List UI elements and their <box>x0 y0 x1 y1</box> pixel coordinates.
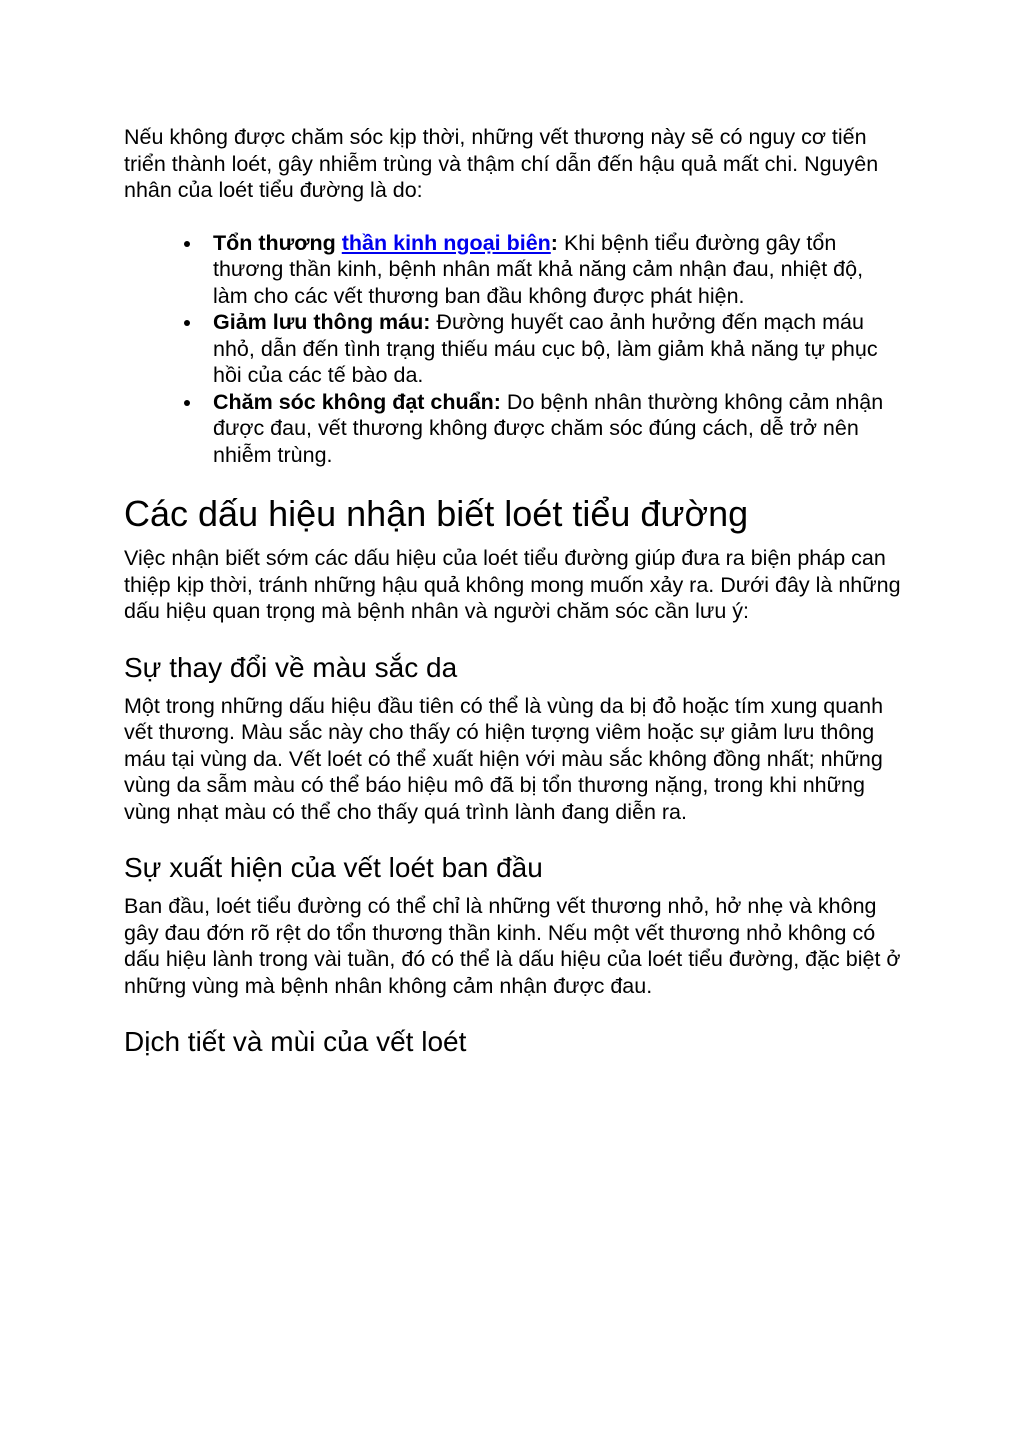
list-item <box>213 230 903 310</box>
bullet-icon <box>184 241 190 247</box>
cause-bold-lead: Tổn thương <box>213 230 342 255</box>
cause-text: Do bệnh nhân thường không cảm nhận được đau, vết thương không được chăm sóc đúng cách, dễ trở nên nhiễm trùng. <box>213 389 884 467</box>
skin-color-heading: Sự thay đổi về màu sắc da <box>124 651 458 683</box>
signs-heading: Các dấu hiệu nhận biết loét tiểu đường <box>124 493 749 534</box>
cause-text: Đường huyết cao ảnh hưởng đến mạch máu nhỏ, dẫn đến tình trạng thiếu máu cục bộ, làm giảm khả năng tự phục hồi của các tế bào da. <box>213 310 878 387</box>
initial-ulcer-heading: Sự xuất hiện của vết loét ban đầu <box>124 852 543 883</box>
list-item <box>213 389 903 469</box>
intro-paragraph: Nếu không được chăm sóc kịp thời, những vết thương này sẽ có nguy cơ tiến triển thành loét, gây nhiễm trùng và thậm chí dẫn đến hậu quả mất chi. Nguyên nhân của loét tiểu đường là do: <box>124 125 879 202</box>
initial-ulcer-paragraph: Ban đầu, loét tiểu đường có thể chỉ là những vết thương nhỏ, hở nhẹ và không gây đau đớn rõ rệt do tổn thương thần kinh. Nếu một vết thương nhỏ không có dấu hiệu lành trong vài tuần, đó có thể là dấu hiệu của loét tiểu đường, đặc biệt ở những vùng mà bệnh nhân không cảm nhận được đau. <box>124 894 901 998</box>
bullet-icon <box>184 400 190 406</box>
bullet-icon <box>184 320 190 326</box>
list-item <box>213 309 903 389</box>
cause-colon: : <box>550 230 558 255</box>
peripheral-nerve-link[interactable]: thần kinh ngoại biên <box>341 230 551 255</box>
skin-color-paragraph: Một trong những dấu hiệu đầu tiên có thể là vùng da bị đỏ hoặc tím xung quanh vết thương. Màu sắc này cho thấy có hiện tượng viêm hoặc sự giảm lưu thông máu tại vùng da. Vết loét có thể xuất hiện với màu sắc không đồng nhất; những vùng da sẫm màu có thể báo hiệu mô đã bị tổn thương nặng, trong khi những vùng nhạt màu có thể cho thấy quá trình lành đang diễn ra. <box>124 693 884 824</box>
cause-bold-lead: Giảm lưu thông máu: <box>213 310 431 334</box>
discharge-odor-heading: Dịch tiết và mùi của vết loét <box>124 1026 467 1057</box>
causes-list <box>124 230 903 469</box>
signs-paragraph: Việc nhận biết sớm các dấu hiệu của loét tiểu đường giúp đưa ra biện pháp can thiệp kịp thời, tránh những hậu quả không mong muốn xảy ra. Dưới đây là những dấu hiệu quan trọng mà bệnh nhân và người chăm sóc cần lưu ý: <box>124 546 901 623</box>
cause-text: Khi bệnh tiểu đường gây tổn thương thần kinh, bệnh nhân mất khả năng cảm nhận đau, nhiệt độ, làm cho các vết thương ban đầu không được phát hiện. <box>213 230 864 308</box>
cause-bold-lead: Chăm sóc không đạt chuẩn: <box>213 389 501 414</box>
